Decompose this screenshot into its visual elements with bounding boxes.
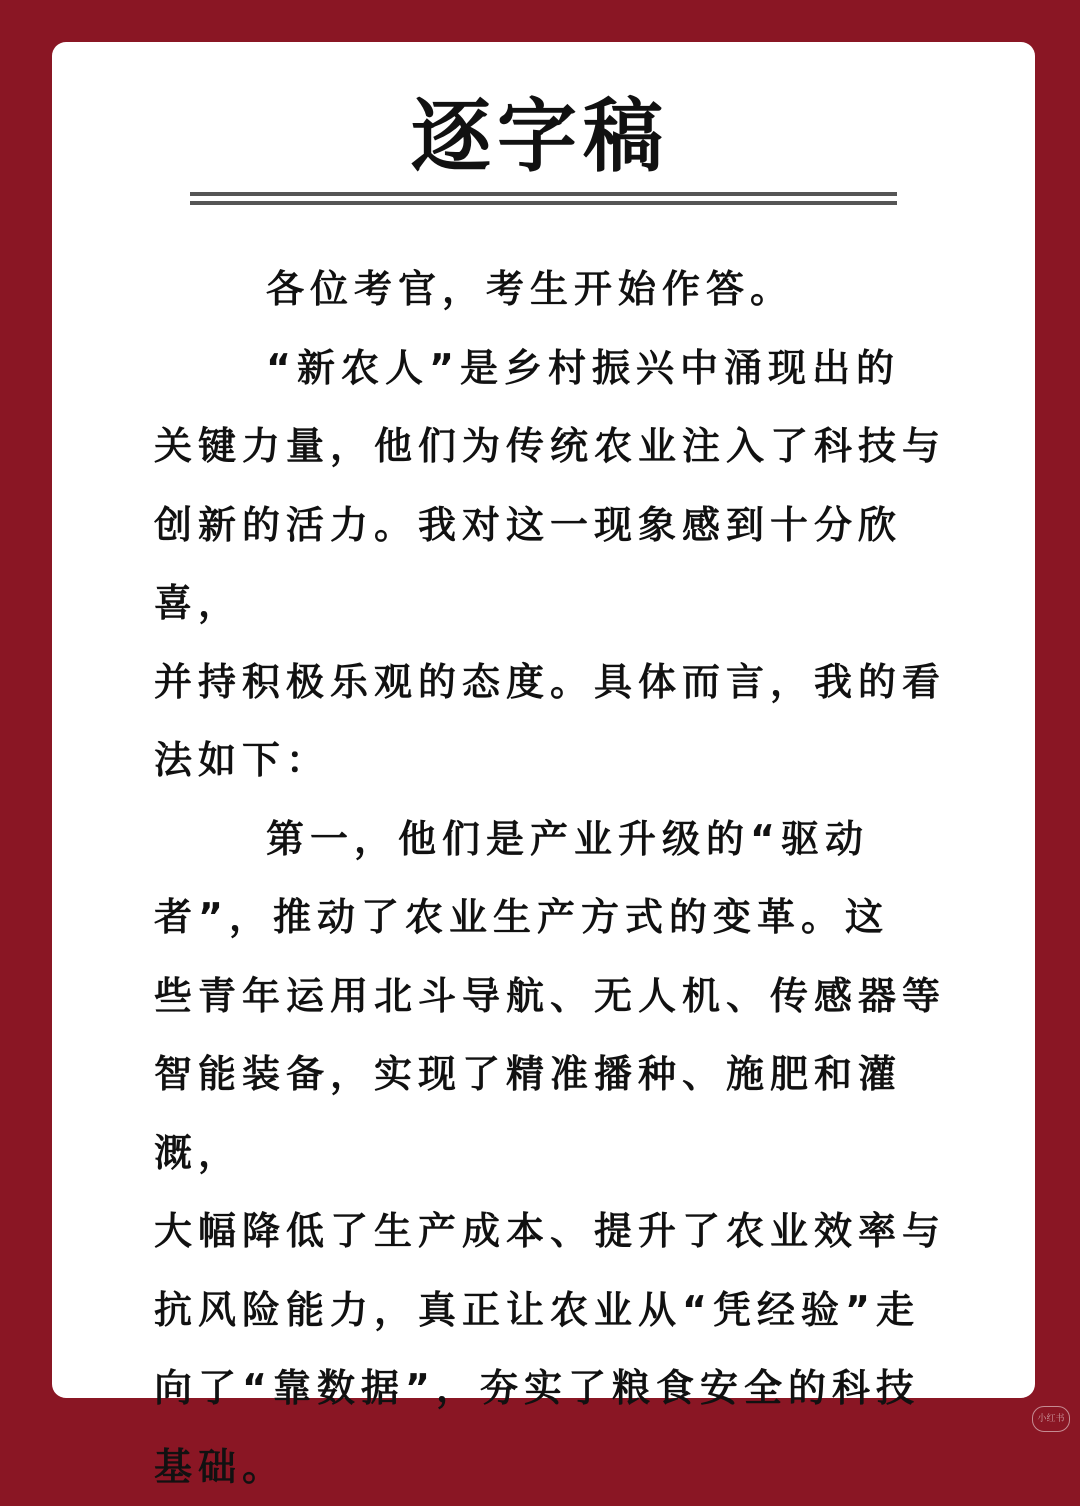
text-line: 抗风险能力，真正让农业从“凭经验”走 (154, 1271, 984, 1350)
page-title: 逐字稿 (0, 82, 1080, 192)
text-line: 各位考官，考生开始作答。 (154, 250, 984, 329)
transcript-body (154, 250, 984, 1506)
text-line: 大幅降低了生产成本、提升了农业效率与 (154, 1192, 984, 1271)
text-line: 并持积极乐观的态度。具体而言，我的看 (154, 643, 984, 722)
text-line: 基础。 (154, 1428, 984, 1506)
title-divider-top (190, 192, 897, 196)
text-line: “新农人”是乡村振兴中涌现出的 (154, 329, 984, 408)
title-divider-bottom (190, 201, 897, 205)
text-line: 关键力量，他们为传统农业注入了科技与 (154, 407, 984, 486)
text-line: 者”，推动了农业生产方式的变革。这 (154, 878, 984, 957)
text-line: 些青年运用北斗导航、无人机、传感器等 (154, 957, 984, 1036)
watermark-logo: 小红书 (1032, 1406, 1070, 1432)
text-line: 创新的活力。我对这一现象感到十分欣喜， (154, 486, 984, 643)
text-line: 第一，他们是产业升级的“驱动 (154, 800, 984, 879)
text-line: 智能装备，实现了精准播种、施肥和灌溉， (154, 1035, 984, 1192)
text-line: 向了“靠数据”，夯实了粮食安全的科技 (154, 1349, 984, 1428)
text-line: 法如下： (154, 721, 984, 800)
